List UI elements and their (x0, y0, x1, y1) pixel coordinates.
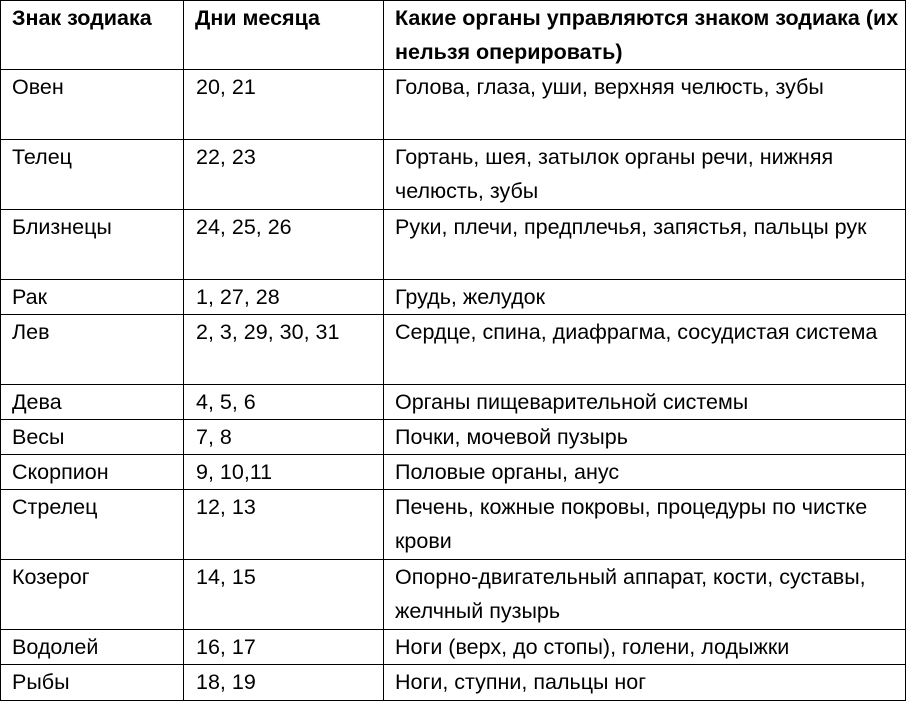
cell-sign[interactable]: Близнецы (1, 210, 184, 280)
cell-organs[interactable]: Руки, плечи, предплечья, запястья, пальцы рук (384, 210, 906, 280)
table-row (1, 665, 906, 701)
cell-sign[interactable]: Рак (1, 280, 184, 315)
table-row (1, 385, 906, 420)
table-row (1, 455, 906, 490)
cell-organs[interactable]: Грудь, желудок (384, 280, 906, 315)
cell-organs[interactable]: Сердце, спина, диафрагма, сосудистая система (384, 315, 906, 385)
cell-organs[interactable]: Половые органы, анус (384, 455, 906, 490)
cell-days[interactable]: 1, 27, 28 (184, 280, 384, 315)
table-row (1, 140, 906, 210)
cell-days-text: 18, 19 (196, 670, 256, 694)
cell-sign[interactable]: Водолей (1, 630, 184, 665)
cell-sign[interactable]: Овен (1, 70, 184, 140)
table-row (1, 420, 906, 455)
table-row (1, 70, 906, 140)
table-row (1, 210, 906, 280)
cell-organs[interactable]: Печень, кожные покровы, процедуры по чистке крови (384, 490, 906, 560)
header-zodiac-sign: Знак зодиака (1, 1, 184, 70)
cell-days[interactable]: 22, 23 (184, 140, 384, 210)
cell-organs[interactable]: Гортань, шея, затылок органы речи, нижняя челюсть, зубы (384, 140, 906, 210)
table-header-row (1, 1, 906, 70)
cell-days[interactable]: 20, 21 (184, 70, 384, 140)
cell-days[interactable] (184, 665, 384, 701)
cell-days[interactable]: 7, 8 (184, 420, 384, 455)
cell-organs[interactable]: Ноги (верх, до стопы), голени, лодыжки (384, 630, 906, 665)
cell-sign[interactable]: Весы (1, 420, 184, 455)
cell-days[interactable]: 12, 13 (184, 490, 384, 560)
cell-sign[interactable]: Лев (1, 315, 184, 385)
cell-sign[interactable]: Дева (1, 385, 184, 420)
cell-days[interactable]: 2, 3, 29, 30, 31 (184, 315, 384, 385)
header-month-days: Дни месяца (184, 1, 384, 70)
table-row (1, 630, 906, 665)
cell-sign[interactable]: Скорпион (1, 455, 184, 490)
cell-days[interactable]: 16, 17 (184, 630, 384, 665)
cell-sign[interactable]: Телец (1, 140, 184, 210)
cell-organs[interactable]: Почки, мочевой пузырь (384, 420, 906, 455)
cell-sign[interactable]: Стрелец (1, 490, 184, 560)
cell-organs[interactable]: Органы пищеварительной системы (384, 385, 906, 420)
table-row (1, 560, 906, 630)
cell-days[interactable]: 4, 5, 6 (184, 385, 384, 420)
cell-days[interactable]: 9, 10,11 (184, 455, 384, 490)
cell-sign[interactable]: Рыбы (1, 665, 184, 701)
cell-organs[interactable]: Голова, глаза, уши, верхняя челюсть, зубы (384, 70, 906, 140)
table-row (1, 490, 906, 560)
header-organs: Какие органы управляются знаком зодиака (их нельзя оперировать) (384, 1, 906, 70)
cell-days[interactable]: 14, 15 (184, 560, 384, 630)
table-row (1, 280, 906, 315)
cell-organs[interactable]: Опорно-двигательный аппарат, кости, суставы, желчный пузырь (384, 560, 906, 630)
cell-days[interactable]: 24, 25, 26 (184, 210, 384, 280)
cell-sign[interactable]: Козерог (1, 560, 184, 630)
cell-organs[interactable]: Ноги, ступни, пальцы ног (384, 665, 906, 701)
table-row (1, 315, 906, 385)
